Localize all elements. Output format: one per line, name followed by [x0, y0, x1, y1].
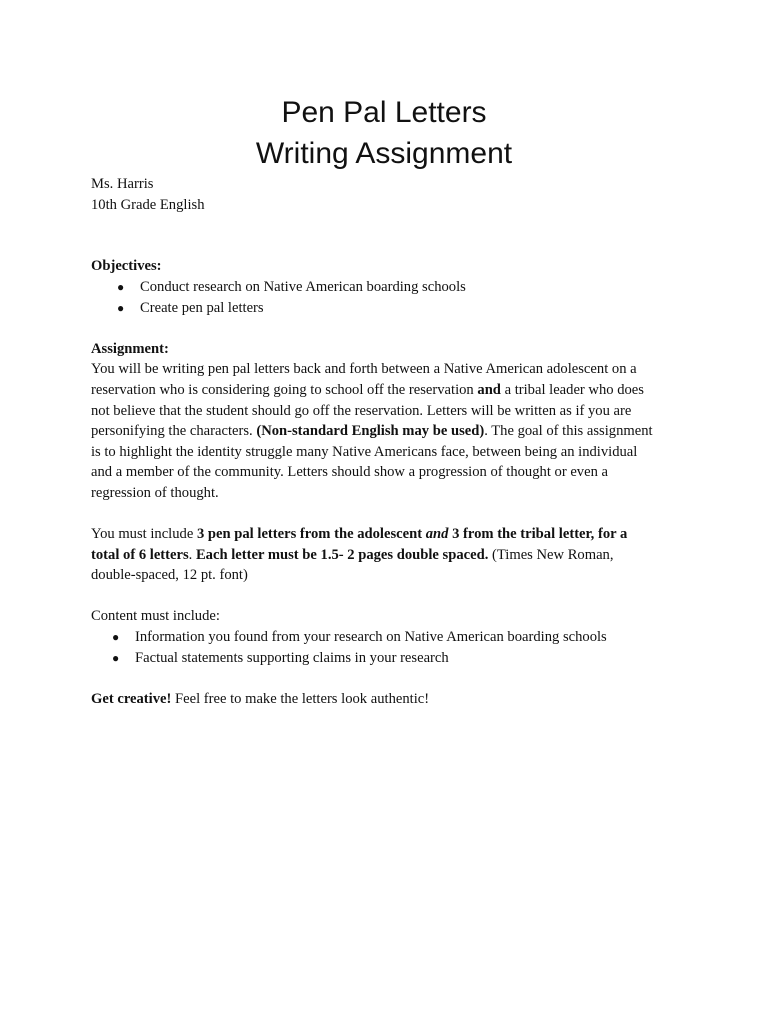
requirements-line	[91, 524, 681, 545]
content-text: Information you found from your research on Native American boarding schools	[135, 629, 607, 646]
text-run: Feel free to make the letters look authentic!	[171, 690, 430, 707]
document-title	[0, 92, 768, 174]
bullet-icon: ●	[112, 630, 120, 645]
bullet-icon: ●	[117, 279, 125, 294]
list-item	[91, 627, 681, 648]
document-body	[91, 174, 681, 709]
list-item	[91, 648, 681, 669]
content-text: Factual statements supporting claims in your research	[135, 649, 449, 666]
bold-run: and	[477, 381, 501, 398]
list-item	[91, 277, 681, 298]
bold-run: (Non-standard English may be used)	[256, 423, 485, 440]
text-run: (Times New Roman,	[488, 546, 614, 563]
objective-text: Create pen pal letters	[140, 299, 264, 316]
bold-italic-run: and	[425, 526, 449, 543]
bold-run: Get creative!	[91, 690, 172, 707]
assignment-line: regression of thought.	[91, 484, 219, 501]
spacer	[91, 668, 681, 689]
bullet-icon: ●	[117, 300, 125, 315]
assignment-line: is to highlight the identity struggle many Native Americans face, between being an individual	[91, 443, 638, 460]
content-list	[91, 627, 681, 668]
spacer	[91, 318, 681, 339]
text-run: reservation who is considering going to school off the reservation	[91, 381, 478, 398]
assignment-line	[91, 380, 681, 401]
assignment-line: not believe that the student should go off the reservation. Letters will be written as if you are	[91, 402, 632, 419]
objectives-list	[91, 277, 681, 318]
text-run: . The goal of this assignment	[484, 423, 653, 440]
assignment-heading: Assignment:	[91, 340, 169, 357]
assignment-line: and a member of the community. Letters should show a progression of thought or even a	[91, 464, 609, 481]
requirements-line	[91, 545, 681, 566]
content-heading: Content must include:	[91, 608, 220, 625]
title-line-2: Writing Assignment	[255, 137, 513, 170]
spacer	[91, 586, 681, 607]
bold-run: 3 from the tribal letter, for a	[448, 526, 628, 543]
bullet-icon: ●	[112, 650, 120, 665]
text-run: personifying the characters.	[91, 423, 257, 440]
text-run: .	[188, 546, 196, 563]
assignment-line	[91, 421, 681, 442]
closing-line	[91, 689, 681, 710]
bold-run: Each letter must be 1.5- 2 pages double spaced.	[195, 546, 489, 563]
requirements-line: double-spaced, 12 pt. font)	[91, 567, 248, 584]
text-run: a tribal leader who does	[500, 381, 644, 398]
list-item	[91, 298, 681, 319]
teacher-name: Ms. Harris	[91, 176, 154, 192]
objectives-heading: Objectives:	[91, 258, 162, 275]
course-name: 10th Grade English	[91, 196, 205, 213]
spacer	[91, 215, 681, 256]
objective-text: Conduct research on Native American boarding schools	[140, 278, 466, 295]
assignment-line: You will be writing pen pal letters back and forth between a Native American adolescent on a	[91, 361, 637, 378]
spacer	[91, 504, 681, 525]
bold-run: 3 pen pal letters from the adolescent	[196, 526, 426, 543]
bold-run: total of 6 letters	[91, 546, 189, 563]
title-line-1: Pen Pal Letters	[281, 96, 487, 129]
text-run: You must include	[91, 526, 197, 543]
